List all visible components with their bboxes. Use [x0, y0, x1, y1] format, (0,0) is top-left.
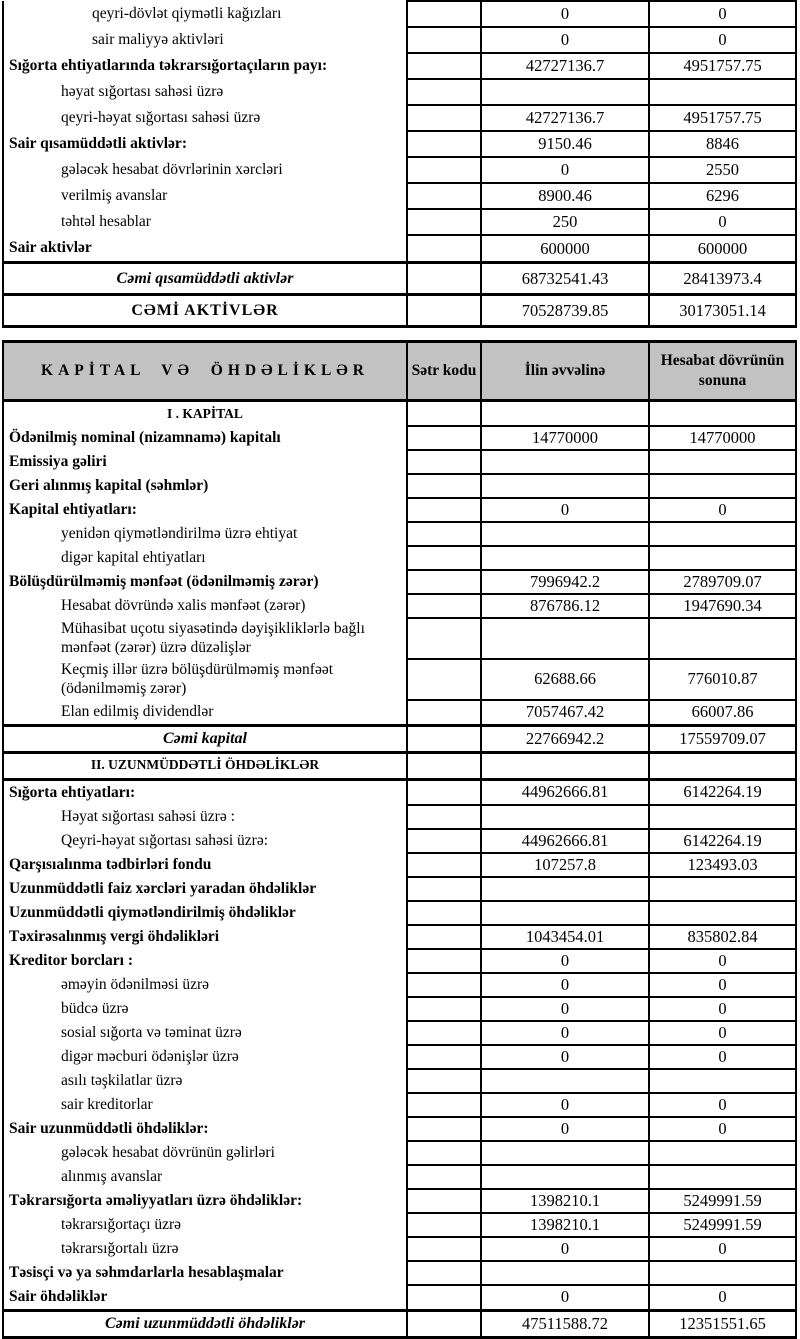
- table-row: [3, 295, 796, 327]
- row-label: digər kapital ehtiyatları: [3, 546, 407, 570]
- row-label: Təsisçi və ya səhmdarlarla hesablaşmalar: [3, 1261, 407, 1285]
- table-row: [3, 474, 796, 498]
- row-value-beginning-of-year: 0: [481, 1285, 649, 1311]
- row-value-end-of-period: 0: [649, 997, 796, 1021]
- row-value-end-of-period: 0: [649, 498, 796, 522]
- table-row: [3, 949, 796, 973]
- row-label: alınmış avanslar: [3, 1165, 407, 1189]
- row-value-end-of-period: 600000: [649, 235, 796, 263]
- row-line-code-cell: [407, 157, 481, 183]
- row-label: qeyri-həyat sığortası sahəsi üzrə: [3, 105, 407, 131]
- row-label: Cəmi qısamüddətli aktivlər: [3, 263, 407, 295]
- row-value-end-of-period: 0: [649, 1, 796, 27]
- table-row: [3, 53, 796, 79]
- row-value-beginning-of-year: 107257.8: [481, 853, 649, 877]
- row-value-beginning-of-year: [481, 79, 649, 105]
- row-label: Cəmi kapital: [3, 725, 407, 752]
- row-label: CƏMİ AKTİVLƏR: [3, 295, 407, 327]
- table-row: [3, 618, 796, 659]
- table-row: [3, 426, 796, 450]
- row-value-beginning-of-year: 62688.66: [481, 659, 649, 700]
- row-value-beginning-of-year: [481, 901, 649, 925]
- row-value-end-of-period: [649, 1141, 796, 1165]
- row-value-end-of-period: [649, 474, 796, 498]
- row-value-beginning-of-year: 0: [481, 997, 649, 1021]
- row-line-code-cell: [407, 235, 481, 263]
- row-value-end-of-period: 835802.84: [649, 925, 796, 949]
- row-line-code-cell: [407, 1261, 481, 1285]
- table-row: [3, 27, 796, 53]
- header-row: [3, 342, 796, 401]
- row-label: Təkrarsığorta əməliyyatları üzrə öhdəliklər:: [3, 1189, 407, 1213]
- table-row: [3, 805, 796, 829]
- row-label: Bölüşdürülməmiş mənfəət (ödənilməmiş zərər): [3, 570, 407, 594]
- row-line-code-cell: [407, 1165, 481, 1189]
- row-value-end-of-period: 0: [649, 1021, 796, 1045]
- column-header-line-code: Sətr kodu: [407, 342, 481, 401]
- row-value-beginning-of-year: 0: [481, 1117, 649, 1141]
- row-value-end-of-period: 66007.86: [649, 700, 796, 726]
- table-row: [3, 1093, 796, 1117]
- row-value-beginning-of-year: 44962666.81: [481, 829, 649, 853]
- row-value-beginning-of-year: 0: [481, 157, 649, 183]
- row-line-code-cell: [407, 700, 481, 726]
- row-value-end-of-period: [649, 752, 796, 779]
- table-row: [3, 498, 796, 522]
- row-label: Emissiya gəliri: [3, 450, 407, 474]
- row-value-end-of-period: 0: [649, 209, 796, 235]
- row-line-code-cell: [407, 1117, 481, 1141]
- column-header-end-of-period: Hesabat dövrünün sonuna: [649, 342, 796, 401]
- table-row: [3, 594, 796, 618]
- row-label: Təxirəsalınmış vergi öhdəlikləri: [3, 925, 407, 949]
- row-value-end-of-period: 8846: [649, 131, 796, 157]
- row-line-code-cell: [407, 1045, 481, 1069]
- table-row: [3, 700, 796, 726]
- row-label: gələcək hesabat dövrünün gəlirləri: [3, 1141, 407, 1165]
- table-row: [3, 79, 796, 105]
- row-value-beginning-of-year: 0: [481, 27, 649, 53]
- row-label: II. UZUNMÜDDƏTLİ ÖHDƏLİKLƏR: [3, 752, 407, 779]
- table-row: [3, 1285, 796, 1311]
- row-value-beginning-of-year: 0: [481, 1021, 649, 1045]
- row-line-code-cell: [407, 805, 481, 829]
- row-value-end-of-period: 4951757.75: [649, 105, 796, 131]
- row-label: sair kreditorlar: [3, 1093, 407, 1117]
- table-row: [3, 1045, 796, 1069]
- row-line-code-cell: [407, 1, 481, 27]
- row-line-code-cell: [407, 725, 481, 752]
- row-value-beginning-of-year: 1398210.1: [481, 1189, 649, 1213]
- table-row: [3, 1261, 796, 1285]
- row-label: Qeyri-həyat sığortası sahəsi üzrə:: [3, 829, 407, 853]
- row-label: I . KAPİTAL: [3, 401, 407, 427]
- row-line-code-cell: [407, 877, 481, 901]
- row-line-code-cell: [407, 1021, 481, 1045]
- liabilities-table-body: [3, 401, 796, 1338]
- row-label: əməyin ödənilməsi üzrə: [3, 973, 407, 997]
- table-row: [3, 829, 796, 853]
- row-value-beginning-of-year: [481, 1069, 649, 1093]
- table-row: [3, 901, 796, 925]
- table-row: [3, 263, 796, 295]
- row-label: verilmiş avanslar: [3, 183, 407, 209]
- row-value-beginning-of-year: 0: [481, 1237, 649, 1261]
- row-line-code-cell: [407, 1069, 481, 1093]
- row-value-beginning-of-year: 42727136.7: [481, 105, 649, 131]
- row-value-end-of-period: 776010.87: [649, 659, 796, 700]
- row-value-end-of-period: 17559709.07: [649, 725, 796, 752]
- row-value-beginning-of-year: 22766942.2: [481, 725, 649, 752]
- row-label: Qarşısıalınma tədbirləri fondu: [3, 853, 407, 877]
- table-row: [3, 659, 796, 700]
- row-label: təkrarsığortalı üzrə: [3, 1237, 407, 1261]
- row-value-beginning-of-year: 876786.12: [481, 594, 649, 618]
- row-value-beginning-of-year: [481, 805, 649, 829]
- row-line-code-cell: [407, 1310, 481, 1337]
- row-value-end-of-period: 2550: [649, 157, 796, 183]
- row-value-beginning-of-year: 44962666.81: [481, 779, 649, 805]
- row-value-end-of-period: 0: [649, 949, 796, 973]
- row-label: Mühasibat uçotu siyasətində dəyişikliklərlə bağlı mənfəət (zərər) üzrə düzəlişlər: [3, 618, 407, 659]
- table-row: [3, 1237, 796, 1261]
- column-header-capital-and-liabilities: KAPİTAL VƏ ÖHDƏLİKLƏR: [3, 342, 407, 401]
- table-row: [3, 209, 796, 235]
- row-value-end-of-period: [649, 805, 796, 829]
- table-row: [3, 997, 796, 1021]
- table-row: [3, 546, 796, 570]
- row-line-code-cell: [407, 27, 481, 53]
- row-label: Hesabat dövründə xalis mənfəət (zərər): [3, 594, 407, 618]
- table-row: [3, 131, 796, 157]
- row-value-end-of-period: [649, 1165, 796, 1189]
- row-line-code-cell: [407, 1189, 481, 1213]
- row-line-code-cell: [407, 973, 481, 997]
- row-label: Sair aktivlər: [3, 235, 407, 263]
- table-row: [3, 1165, 796, 1189]
- row-value-beginning-of-year: 1398210.1: [481, 1213, 649, 1237]
- row-value-end-of-period: 12351551.65: [649, 1310, 796, 1337]
- row-label: təkrarsığortaçı üzrə: [3, 1213, 407, 1237]
- row-value-end-of-period: 5249991.59: [649, 1213, 796, 1237]
- row-value-beginning-of-year: 0: [481, 949, 649, 973]
- row-line-code-cell: [407, 570, 481, 594]
- row-value-end-of-period: 123493.03: [649, 853, 796, 877]
- row-value-end-of-period: 4951757.75: [649, 53, 796, 79]
- row-value-end-of-period: 2789709.07: [649, 570, 796, 594]
- row-line-code-cell: [407, 105, 481, 131]
- row-label: asılı təşkilatlar üzrə: [3, 1069, 407, 1093]
- table-row: [3, 752, 796, 779]
- row-value-beginning-of-year: 0: [481, 1093, 649, 1117]
- table-row: [3, 1141, 796, 1165]
- row-value-beginning-of-year: 600000: [481, 235, 649, 263]
- row-label: sair maliyyə aktivləri: [3, 27, 407, 53]
- row-value-beginning-of-year: [481, 401, 649, 427]
- table-row: [3, 401, 796, 427]
- row-label: Sair uzunmüddətli öhdəliklər:: [3, 1117, 407, 1141]
- row-line-code-cell: [407, 53, 481, 79]
- row-label: təhtəl hesablar: [3, 209, 407, 235]
- row-value-beginning-of-year: 0: [481, 973, 649, 997]
- row-value-beginning-of-year: 7057467.42: [481, 700, 649, 726]
- row-value-beginning-of-year: 14770000: [481, 426, 649, 450]
- row-value-beginning-of-year: [481, 522, 649, 546]
- row-label: həyat sığortası sahəsi üzrə: [3, 79, 407, 105]
- row-line-code-cell: [407, 1285, 481, 1311]
- table-row: [3, 1213, 796, 1237]
- table-row: [3, 779, 796, 805]
- row-value-beginning-of-year: 70528739.85: [481, 295, 649, 327]
- row-line-code-cell: [407, 450, 481, 474]
- table-row: [3, 570, 796, 594]
- row-label: sosial sığorta və təminat üzrə: [3, 1021, 407, 1045]
- assets-table-body: [3, 1, 796, 327]
- row-line-code-cell: [407, 949, 481, 973]
- row-label: Ödənilmiş nominal (nizamnamə) kapitalı: [3, 426, 407, 450]
- table-row: [3, 450, 796, 474]
- row-value-beginning-of-year: [481, 752, 649, 779]
- row-value-beginning-of-year: [481, 1141, 649, 1165]
- table-row: [3, 925, 796, 949]
- row-line-code-cell: [407, 752, 481, 779]
- row-line-code-cell: [407, 594, 481, 618]
- row-label: Cəmi uzunmüddətli öhdəliklər: [3, 1310, 407, 1337]
- row-label: Kapital ehtiyatları:: [3, 498, 407, 522]
- row-label: digər məcburi ödənişlər üzrə: [3, 1045, 407, 1069]
- row-label: qeyri-dövlət qiymətli kağızları: [3, 1, 407, 27]
- row-label: yenidən qiymətləndirilmə üzrə ehtiyat: [3, 522, 407, 546]
- row-value-end-of-period: [649, 618, 796, 659]
- row-value-end-of-period: 0: [649, 1117, 796, 1141]
- row-value-beginning-of-year: 42727136.7: [481, 53, 649, 79]
- row-line-code-cell: [407, 474, 481, 498]
- row-line-code-cell: [407, 853, 481, 877]
- row-value-end-of-period: 0: [649, 1093, 796, 1117]
- row-value-end-of-period: [649, 522, 796, 546]
- row-label: Sığorta ehtiyatları:: [3, 779, 407, 805]
- row-line-code-cell: [407, 659, 481, 700]
- row-value-beginning-of-year: [481, 877, 649, 901]
- row-value-beginning-of-year: 0: [481, 1045, 649, 1069]
- table-row: [3, 1310, 796, 1337]
- row-line-code-cell: [407, 498, 481, 522]
- row-label: büdcə üzrə: [3, 997, 407, 1021]
- row-line-code-cell: [407, 546, 481, 570]
- row-label: Sığorta ehtiyatlarında təkrarsığortaçıların payı:: [3, 53, 407, 79]
- liabilities-table-header: [3, 342, 796, 401]
- liabilities-table: [2, 340, 797, 1339]
- row-value-end-of-period: [649, 79, 796, 105]
- assets-table: [2, 0, 797, 328]
- row-value-end-of-period: 30173051.14: [649, 295, 796, 327]
- row-value-end-of-period: 1947690.34: [649, 594, 796, 618]
- row-line-code-cell: [407, 79, 481, 105]
- row-value-end-of-period: 0: [649, 973, 796, 997]
- row-line-code-cell: [407, 901, 481, 925]
- row-line-code-cell: [407, 295, 481, 327]
- row-value-end-of-period: 14770000: [649, 426, 796, 450]
- table-row: [3, 105, 796, 131]
- table-row: [3, 183, 796, 209]
- row-line-code-cell: [407, 829, 481, 853]
- row-label: Uzunmüddətli qiymətləndirilmiş öhdəliklər: [3, 901, 407, 925]
- row-value-end-of-period: 28413973.4: [649, 263, 796, 295]
- table-row: [3, 522, 796, 546]
- table-row: [3, 157, 796, 183]
- row-value-end-of-period: [649, 401, 796, 427]
- row-line-code-cell: [407, 426, 481, 450]
- row-label: Uzunmüddətli faiz xərcləri yaradan öhdəliklər: [3, 877, 407, 901]
- row-line-code-cell: [407, 779, 481, 805]
- row-value-end-of-period: [649, 450, 796, 474]
- row-label: Elan edilmiş dividendlər: [3, 700, 407, 726]
- row-value-end-of-period: 0: [649, 27, 796, 53]
- row-value-beginning-of-year: 1043454.01: [481, 925, 649, 949]
- table-row: [3, 725, 796, 752]
- row-value-end-of-period: [649, 546, 796, 570]
- row-value-end-of-period: 6142264.19: [649, 829, 796, 853]
- row-label: Həyat sığortası sahəsi üzrə :: [3, 805, 407, 829]
- table-row: [3, 1189, 796, 1213]
- row-value-end-of-period: 5249991.59: [649, 1189, 796, 1213]
- row-line-code-cell: [407, 131, 481, 157]
- row-label: Keçmiş illər üzrə bölüşdürülməmiş mənfəət (ödənilməmiş zərər): [3, 659, 407, 700]
- row-label: Sair qısamüddətli aktivlər:: [3, 131, 407, 157]
- row-line-code-cell: [407, 997, 481, 1021]
- row-line-code-cell: [407, 618, 481, 659]
- row-line-code-cell: [407, 401, 481, 427]
- row-value-beginning-of-year: 68732541.43: [481, 263, 649, 295]
- row-value-end-of-period: 6296: [649, 183, 796, 209]
- row-line-code-cell: [407, 209, 481, 235]
- row-line-code-cell: [407, 925, 481, 949]
- row-label: Kreditor borcları :: [3, 949, 407, 973]
- row-value-beginning-of-year: 7996942.2: [481, 570, 649, 594]
- row-line-code-cell: [407, 1237, 481, 1261]
- row-value-end-of-period: 6142264.19: [649, 779, 796, 805]
- row-line-code-cell: [407, 1141, 481, 1165]
- row-value-beginning-of-year: [481, 474, 649, 498]
- table-row: [3, 877, 796, 901]
- row-value-end-of-period: [649, 1069, 796, 1093]
- table-row: [3, 1, 796, 27]
- row-value-end-of-period: [649, 1261, 796, 1285]
- table-row: [3, 235, 796, 263]
- row-line-code-cell: [407, 263, 481, 295]
- row-value-end-of-period: 0: [649, 1237, 796, 1261]
- table-row: [3, 1117, 796, 1141]
- row-line-code-cell: [407, 522, 481, 546]
- row-value-beginning-of-year: 9150.46: [481, 131, 649, 157]
- row-value-end-of-period: [649, 901, 796, 925]
- row-value-end-of-period: 0: [649, 1045, 796, 1069]
- row-value-end-of-period: [649, 877, 796, 901]
- row-value-beginning-of-year: 250: [481, 209, 649, 235]
- row-value-end-of-period: 0: [649, 1285, 796, 1311]
- row-value-beginning-of-year: 47511588.72: [481, 1310, 649, 1337]
- row-value-beginning-of-year: [481, 618, 649, 659]
- table-row: [3, 853, 796, 877]
- row-value-beginning-of-year: [481, 1261, 649, 1285]
- table-row: [3, 973, 796, 997]
- row-value-beginning-of-year: 8900.46: [481, 183, 649, 209]
- row-line-code-cell: [407, 1213, 481, 1237]
- row-value-beginning-of-year: 0: [481, 1, 649, 27]
- row-label: Sair öhdəliklər: [3, 1285, 407, 1311]
- row-line-code-cell: [407, 183, 481, 209]
- row-value-beginning-of-year: [481, 450, 649, 474]
- row-label: gələcək hesabat dövrlərinin xərcləri: [3, 157, 407, 183]
- table-row: [3, 1069, 796, 1093]
- row-value-beginning-of-year: [481, 1165, 649, 1189]
- row-value-beginning-of-year: 0: [481, 498, 649, 522]
- column-header-beginning-of-year: İlin əvvəlinə: [481, 342, 649, 401]
- row-value-beginning-of-year: [481, 546, 649, 570]
- row-line-code-cell: [407, 1093, 481, 1117]
- row-label: Geri alınmış kapital (səhmlər): [3, 474, 407, 498]
- table-row: [3, 1021, 796, 1045]
